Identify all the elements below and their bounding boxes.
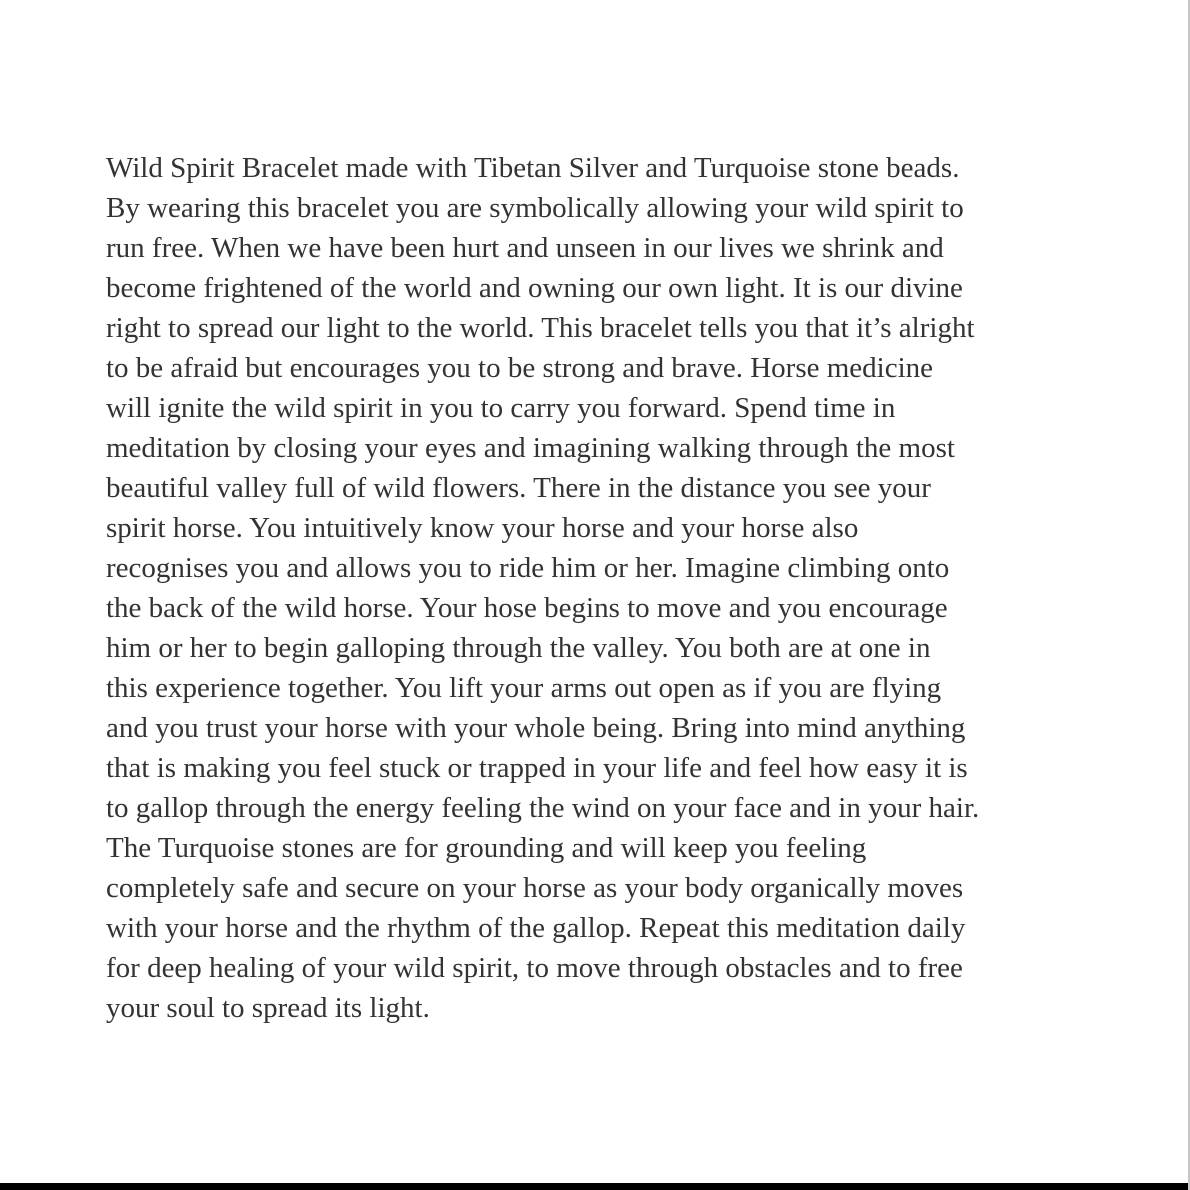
text-line: will ignite the wild spirit in you to carry you forward. Spend time in: [106, 392, 896, 424]
text-line: him or her to begin galloping through the valley. You both are at one in: [106, 632, 931, 664]
text-line: spirit horse. You intuitively know your horse and your horse also: [106, 512, 859, 544]
text-line: right to spread our light to the world. This bracelet tells you that it’s alright: [106, 312, 975, 344]
product-description-paragraph: [106, 148, 1096, 1028]
text-line: run free. When we have been hurt and unseen in our lives we shrink and: [106, 232, 944, 264]
text-line: to be afraid but encourages you to be strong and brave. Horse medicine: [106, 352, 934, 384]
bottom-divider-bar: [0, 1183, 1190, 1190]
text-line: and you trust your horse with your whole being. Bring into mind anything: [106, 712, 966, 744]
text-line: to gallop through the energy feeling the wind on your face and in your hair.: [106, 792, 980, 824]
text-line: completely safe and secure on your horse as your body organically moves: [106, 872, 964, 904]
text-line: for deep healing of your wild spirit, to move through obstacles and to free: [106, 952, 963, 984]
text-line: that is making you feel stuck or trapped in your life and feel how easy it is: [106, 752, 968, 784]
text-line: the back of the wild horse. Your hose begins to move and you encourage: [106, 592, 948, 624]
text-line: this experience together. You lift your arms out open as if you are flying: [106, 672, 942, 704]
text-line: with your horse and the rhythm of the gallop. Repeat this meditation daily: [106, 912, 966, 944]
text-line: The Turquoise stones are for grounding and will keep you feeling: [106, 832, 867, 864]
text-line: meditation by closing your eyes and imagining walking through the most: [106, 432, 955, 464]
text-line: beautiful valley full of wild flowers. There in the distance you see your: [106, 472, 931, 504]
text-line: become frightened of the world and owning our own light. It is our divine: [106, 272, 963, 304]
text-line: Wild Spirit Bracelet made with Tibetan Silver and Turquoise stone beads.: [106, 152, 960, 184]
text-line: your soul to spread its light.: [106, 992, 430, 1024]
text-line: By wearing this bracelet you are symbolically allowing your wild spirit to: [106, 192, 964, 224]
text-line: recognises you and allows you to ride him or her. Imagine climbing onto: [106, 552, 950, 584]
